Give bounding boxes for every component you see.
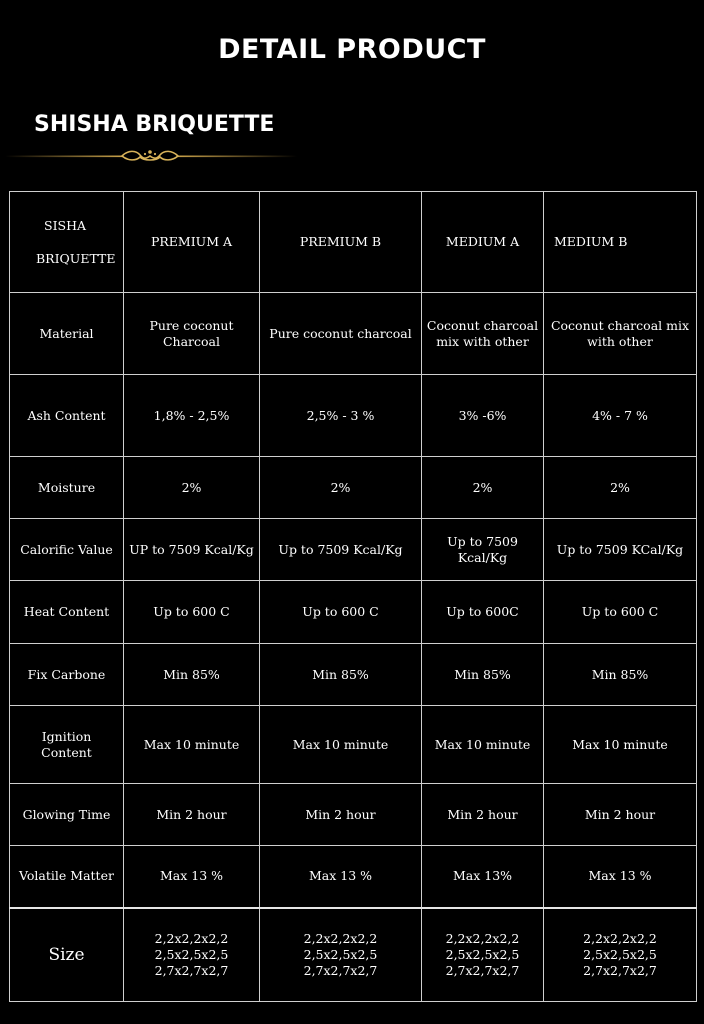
table-cell: Min 2 hour	[124, 784, 260, 846]
corner-header	[10, 192, 124, 293]
size-line: 2,5x2,5x2,5	[303, 946, 378, 962]
table-cell: Min 2 hour	[422, 784, 544, 846]
table-row	[10, 846, 697, 908]
size-line: 2,5x2,5x2,5	[583, 946, 657, 962]
row-label: Ash Content	[10, 375, 124, 457]
row-label: Ignition Content	[10, 706, 124, 784]
size-line: 2,2x2,2x2,2	[154, 930, 229, 946]
table-cell: Min 2 hour	[544, 784, 697, 846]
table-cell: Coconut charcoal mix with other	[422, 293, 544, 375]
table-cell: Max 10 minute	[422, 706, 544, 784]
table-cell: 2,5% - 3 %	[260, 375, 422, 457]
table-cell: 2%	[260, 457, 422, 519]
row-label: Volatile Matter	[10, 846, 124, 908]
table-cell	[544, 908, 697, 1002]
row-label: Size	[10, 908, 124, 1002]
table-cell: Min 85%	[124, 644, 260, 706]
table-cell: Up to 600 C	[544, 581, 697, 644]
table-row	[10, 706, 697, 784]
corner-line: SISHA	[44, 218, 86, 233]
table-cell: Pure coconut charcoal	[260, 293, 422, 375]
row-label: Moisture	[10, 457, 124, 519]
table-row	[10, 375, 697, 457]
table-cell: Min 85%	[544, 644, 697, 706]
table-cell: Max 13 %	[260, 846, 422, 908]
size-line: 2,5x2,5x2,5	[154, 946, 229, 962]
table-cell: Up to 600 C	[260, 581, 422, 644]
table-row	[10, 784, 697, 846]
table-cell: 3% -6%	[422, 375, 544, 457]
table-cell: Min 85%	[260, 644, 422, 706]
table-cell: Up to 7509 Kcal/Kg	[422, 519, 544, 581]
table-cell: Pure coconut Charcoal	[124, 293, 260, 375]
table-row	[10, 293, 697, 375]
table-cell: Max 13 %	[124, 846, 260, 908]
table-row	[10, 908, 697, 1002]
column-header: MEDIUM B	[544, 192, 697, 293]
table-cell: UP to 7509 Kcal/Kg	[124, 519, 260, 581]
table-cell: Up to 600 C	[124, 581, 260, 644]
size-line: 2,7x2,7x2,7	[583, 962, 657, 978]
table-cell: Up to 7509 Kcal/Kg	[260, 519, 422, 581]
table-cell	[422, 908, 544, 1002]
table-cell: Up to 7509 KCal/Kg	[544, 519, 697, 581]
table-cell	[124, 908, 260, 1002]
column-header: PREMIUM A	[124, 192, 260, 293]
column-header: PREMIUM B	[260, 192, 422, 293]
table-cell: Min 85%	[422, 644, 544, 706]
row-label: Calorific Value	[10, 519, 124, 581]
size-line: 2,2x2,2x2,2	[303, 930, 378, 946]
row-label: Material	[10, 293, 124, 375]
page-title: DETAIL PRODUCT	[218, 34, 486, 65]
corner-line: BRIQUETTE	[36, 251, 116, 266]
row-label: Glowing Time	[10, 784, 124, 846]
table-cell: 2%	[422, 457, 544, 519]
table-cell: Max 10 minute	[124, 706, 260, 784]
size-line: 2,5x2,5x2,5	[445, 946, 520, 962]
size-line: 2,7x2,7x2,7	[303, 962, 378, 978]
table-row	[10, 644, 697, 706]
spec-table	[9, 191, 697, 1002]
table-row	[10, 457, 697, 519]
table-cell: Coconut charcoal mix with other	[544, 293, 697, 375]
row-label: Fix Carbone	[10, 644, 124, 706]
size-line: 2,7x2,7x2,7	[445, 962, 520, 978]
size-line: 2,7x2,7x2,7	[154, 962, 229, 978]
ornament-divider-icon	[0, 146, 300, 166]
size-line: 2,2x2,2x2,2	[445, 930, 520, 946]
table-cell: Max 10 minute	[260, 706, 422, 784]
table-cell: 2%	[124, 457, 260, 519]
table-cell: Max 13 %	[544, 846, 697, 908]
table-header-row	[10, 192, 697, 293]
size-line: 2,2x2,2x2,2	[583, 930, 657, 946]
table-cell: Max 10 minute	[544, 706, 697, 784]
table-cell: Max 13%	[422, 846, 544, 908]
table-row	[10, 581, 697, 644]
table-cell: 1,8% - 2,5%	[124, 375, 260, 457]
table-cell: Up to 600C	[422, 581, 544, 644]
table-row	[10, 519, 697, 581]
section-title: SHISHA BRIQUETTE	[34, 112, 275, 137]
table-cell: Min 2 hour	[260, 784, 422, 846]
table-cell: 2%	[544, 457, 697, 519]
table-cell	[260, 908, 422, 1002]
table-cell: 4% - 7 %	[544, 375, 697, 457]
column-header: MEDIUM A	[422, 192, 544, 293]
row-label: Heat Content	[10, 581, 124, 644]
